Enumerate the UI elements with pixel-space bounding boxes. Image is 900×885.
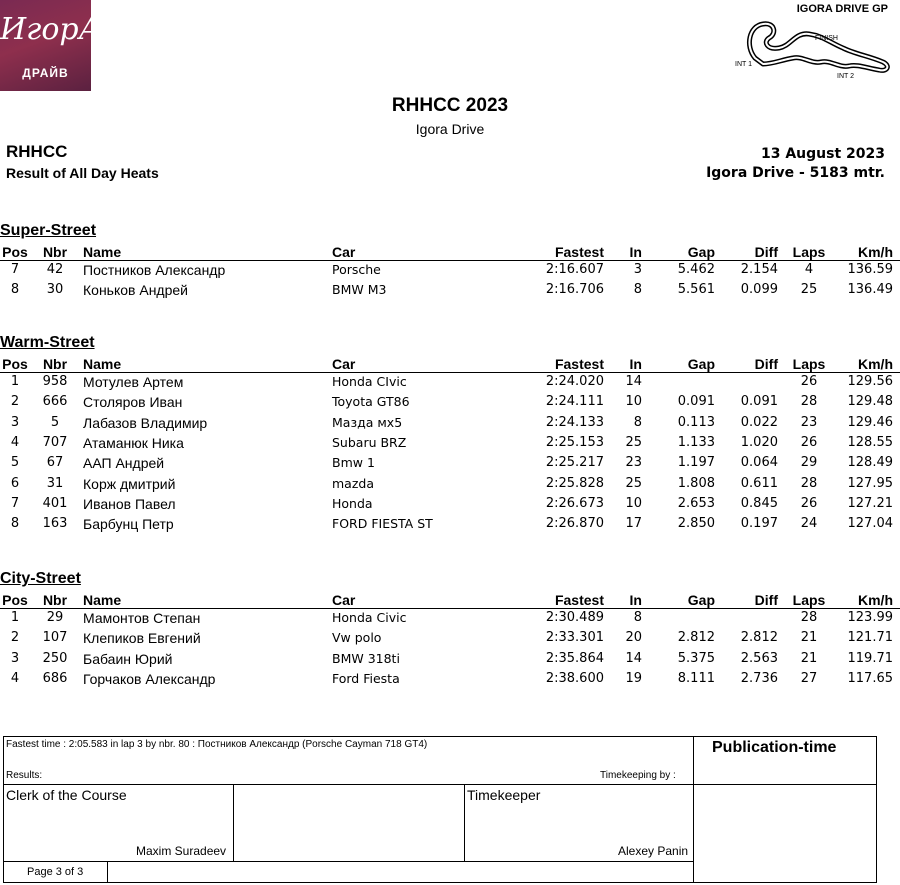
cell-laps: 28 [800, 394, 818, 410]
column-header-pos: Pos [2, 244, 28, 260]
column-header-nbr: Nbr [42, 356, 68, 372]
publication-time-label: Publication-time [712, 739, 837, 756]
table-header [0, 244, 900, 261]
column-header-pos: Pos [2, 356, 28, 372]
cell-pos: 6 [10, 475, 20, 491]
cell-name: ААП Андрей [83, 455, 165, 472]
footer-bottom-line [3, 882, 877, 883]
cell-nbr: 666 [42, 394, 68, 410]
cell-kmh: 129.48 [847, 394, 893, 410]
event-date: 13 August 2023 [760, 146, 885, 162]
cell-gap: 0.091 [677, 394, 715, 410]
event-name: RHHCC [6, 142, 68, 161]
cell-in: 14 [625, 374, 642, 389]
footer-divider-2 [464, 784, 465, 861]
cell-pos: 2 [10, 630, 20, 646]
table-row [0, 435, 900, 455]
cell-gap: 1.808 [677, 475, 715, 491]
cell-car: Honda Civic [332, 610, 407, 625]
cell-laps: 26 [800, 495, 818, 511]
table-row [0, 610, 900, 630]
cell-name: Постников Александр [83, 262, 226, 278]
cell-kmh: 119.71 [847, 650, 893, 666]
cell-fastest: 2:16.607 [545, 262, 604, 277]
cell-nbr: 42 [46, 262, 64, 277]
cell-in: 20 [625, 630, 642, 646]
cell-name: Лабазов Владимир [83, 414, 208, 431]
track-map-icon [733, 18, 893, 80]
table-row [0, 476, 900, 496]
cell-gap: 1.197 [677, 455, 715, 471]
column-header-in: In [629, 356, 642, 372]
cell-diff: 1.020 [740, 434, 778, 450]
cell-pos: 7 [10, 262, 20, 277]
cell-fastest: 2:38.600 [545, 670, 604, 686]
page-subtitle: Igora Drive [415, 121, 485, 137]
cell-nbr: 30 [46, 282, 64, 298]
cell-pos: 4 [10, 670, 20, 686]
cell-in: 19 [625, 670, 642, 686]
cell-kmh: 129.46 [847, 414, 893, 430]
column-header-fastest: Fastest [554, 592, 604, 608]
cell-nbr: 250 [42, 650, 68, 666]
cell-laps: 27 [800, 670, 818, 686]
cell-pos: 7 [10, 495, 20, 511]
table-row [0, 496, 900, 516]
cell-laps: 4 [804, 262, 814, 277]
cell-laps: 24 [800, 516, 818, 532]
table-header [0, 592, 900, 609]
cell-fastest: 2:26.870 [545, 516, 604, 532]
clerk-name: Maxim Suradeev [136, 844, 227, 858]
cell-car: Ford Fiesta [332, 670, 400, 686]
cell-car: BMW M3 [332, 282, 387, 298]
column-header-nbr: Nbr [42, 244, 68, 260]
cell-nbr: 107 [42, 630, 68, 646]
cell-pos: 2 [10, 394, 20, 410]
cell-in: 25 [625, 434, 642, 450]
cell-car: Мазда мх5 [332, 414, 403, 430]
cell-name: Коньков Андрей [83, 282, 188, 299]
venue-info: Igora Drive - 5183 mtr. [706, 165, 885, 181]
cell-kmh: 129.56 [847, 374, 893, 389]
column-header-diff: Diff [754, 592, 778, 608]
column-header-kmh: Km/h [858, 356, 893, 372]
cell-pos: 3 [10, 414, 20, 430]
cell-car: Porsche [332, 262, 381, 277]
column-header-in: In [629, 592, 642, 608]
track-label-finish: FINISH [815, 35, 838, 42]
cell-car: Toyota GT86 [332, 394, 410, 410]
track-label-int2: INT 2 [837, 73, 854, 80]
cell-kmh: 136.59 [847, 262, 893, 277]
cell-diff: 0.022 [740, 414, 778, 430]
cell-pos: 3 [10, 650, 20, 666]
column-header-gap: Gap [687, 244, 715, 260]
cell-in: 23 [625, 455, 642, 471]
column-header-car: Car [332, 592, 356, 608]
cell-fastest: 2:30.489 [545, 610, 604, 625]
cell-gap: 1.133 [677, 434, 715, 450]
cell-kmh: 127.95 [847, 475, 893, 491]
cell-in: 17 [625, 516, 642, 532]
timekeeper-name: Alexey Panin [618, 844, 689, 858]
cell-gap: 8.111 [677, 670, 715, 686]
cell-nbr: 31 [46, 475, 64, 491]
cell-pos: 1 [10, 610, 20, 625]
cell-name: Атаманюк Ника [83, 434, 184, 451]
cell-nbr: 958 [42, 374, 68, 389]
cell-name: Мамонтов Степан [83, 610, 201, 626]
cell-pos: 8 [10, 282, 20, 298]
cell-kmh: 128.49 [847, 455, 893, 471]
cell-kmh: 123.99 [847, 610, 893, 625]
track-title: IGORA DRIVE GP [796, 3, 888, 15]
table-row [0, 374, 900, 394]
cell-fastest: 2:25.217 [545, 455, 604, 471]
cell-fastest: 2:33.301 [545, 630, 604, 646]
cell-fastest: 2:26.673 [545, 495, 604, 511]
footer-right-line [876, 736, 877, 883]
cell-kmh: 136.49 [847, 282, 893, 298]
column-header-pos: Pos [2, 592, 28, 608]
table-row [0, 415, 900, 435]
column-header-laps: Laps [792, 244, 826, 260]
cell-diff: 0.091 [740, 394, 778, 410]
cell-fastest: 2:35.864 [545, 650, 604, 666]
cell-gap: 0.113 [677, 414, 715, 430]
cell-in: 25 [625, 475, 642, 491]
cell-nbr: 29 [46, 610, 64, 625]
cell-laps: 26 [800, 374, 818, 389]
cell-pos: 1 [10, 374, 20, 389]
timekeeping-label: Timekeeping by : [600, 770, 676, 781]
cell-car: Vw polo [332, 630, 382, 646]
cell-laps: 28 [800, 475, 818, 491]
page-title: RHHCC 2023 [391, 95, 509, 116]
section-title: City-Street [0, 570, 81, 587]
column-header-kmh: Km/h [858, 244, 893, 260]
column-header-laps: Laps [792, 356, 826, 372]
cell-diff: 2.563 [740, 650, 778, 666]
column-header-gap: Gap [687, 356, 715, 372]
cell-kmh: 121.71 [847, 630, 893, 646]
column-header-fastest: Fastest [554, 356, 604, 372]
cell-car: FORD FIESTA ST [332, 516, 433, 532]
cell-car: BMW 318ti [332, 650, 400, 666]
results-label: Results: [6, 770, 43, 781]
cell-laps: 21 [800, 650, 818, 666]
column-header-diff: Diff [754, 244, 778, 260]
column-header-car: Car [332, 356, 356, 372]
cell-diff: 2.154 [740, 262, 778, 277]
cell-kmh: 128.55 [847, 434, 893, 450]
cell-nbr: 707 [42, 434, 68, 450]
column-header-fastest: Fastest [554, 244, 604, 260]
cell-nbr: 163 [42, 516, 68, 532]
cell-fastest: 2:24.133 [545, 414, 604, 430]
table-row [0, 282, 900, 302]
cell-fastest: 2:25.828 [545, 475, 604, 491]
column-header-name: Name [83, 244, 122, 260]
column-header-name: Name [83, 592, 122, 608]
cell-nbr: 401 [42, 495, 68, 511]
table-row [0, 455, 900, 475]
cell-name: Горчаков Александр [83, 670, 216, 687]
cell-laps: 23 [800, 414, 818, 430]
cell-name: Мотулев Артем [83, 374, 184, 390]
cell-pos: 5 [10, 455, 20, 471]
fastest-time-note: Fastest time : 2:05.583 in lap 3 by nbr. 80 : Постников Александр (Porsche Cayman 718 GT4) [6, 739, 428, 750]
cell-in: 8 [633, 414, 642, 430]
cell-car: Subaru BRZ [332, 434, 407, 450]
table-row [0, 651, 900, 671]
footer-divider-1 [233, 784, 234, 861]
cell-kmh: 127.04 [847, 516, 893, 532]
column-header-name: Name [83, 356, 122, 372]
column-header-gap: Gap [687, 592, 715, 608]
cell-pos: 8 [10, 516, 20, 532]
cell-laps: 28 [800, 610, 818, 625]
section-title: Super-Street [0, 222, 97, 239]
cell-car: mazda [332, 475, 374, 491]
cell-fastest: 2:24.111 [545, 394, 604, 410]
cell-fastest: 2:24.020 [545, 374, 604, 389]
footer-page-divider [107, 861, 108, 883]
cell-laps: 25 [800, 282, 818, 298]
section-title: Warm-Street [0, 334, 95, 351]
cell-gap: 2.812 [677, 630, 715, 646]
column-header-in: In [629, 244, 642, 260]
clerk-label: Clerk of the Course [6, 787, 127, 803]
column-header-diff: Diff [754, 356, 778, 372]
track-label-int1: INT 1 [735, 61, 752, 68]
column-header-nbr: Nbr [42, 592, 68, 608]
cell-laps: 29 [800, 455, 818, 471]
cell-in: 3 [633, 262, 642, 277]
table-row [0, 516, 900, 536]
cell-diff: 2.812 [740, 630, 778, 646]
cell-in: 10 [625, 394, 642, 410]
cell-in: 8 [633, 610, 642, 625]
footer-signature-top-line [3, 784, 877, 785]
cell-laps: 21 [800, 630, 818, 646]
column-header-car: Car [332, 244, 356, 260]
footer-top-line [3, 736, 877, 737]
column-header-kmh: Km/h [858, 592, 893, 608]
footer-panel [3, 736, 877, 883]
cell-name: Барбунц Петр [83, 516, 174, 533]
cell-fastest: 2:16.706 [545, 282, 604, 298]
cell-car: Honda CIvic [332, 374, 407, 389]
cell-gap: 5.462 [677, 262, 715, 277]
cell-nbr: 686 [42, 670, 68, 686]
table-row [0, 671, 900, 691]
cell-diff: 0.064 [740, 455, 778, 471]
cell-gap: 2.653 [677, 495, 715, 511]
cell-nbr: 67 [46, 455, 64, 471]
table-header [0, 356, 900, 373]
cell-nbr: 5 [50, 414, 60, 430]
cell-kmh: 117.65 [847, 670, 893, 686]
cell-diff: 0.099 [740, 282, 778, 298]
cell-diff: 2.736 [740, 670, 778, 686]
cell-in: 8 [633, 282, 642, 298]
page-number: Page 3 of 3 [27, 866, 84, 878]
table-row [0, 630, 900, 650]
cell-in: 14 [625, 650, 642, 666]
table-row [0, 262, 900, 282]
cell-car: Bmw 1 [332, 455, 375, 471]
cell-fastest: 2:25.153 [545, 434, 604, 450]
timekeeper-label: Timekeeper [467, 787, 541, 803]
igora-drive-logo [0, 0, 102, 91]
cell-laps: 26 [800, 434, 818, 450]
cell-pos: 4 [10, 434, 20, 450]
cell-diff: 0.845 [740, 495, 778, 511]
cell-diff: 0.197 [740, 516, 778, 532]
cell-diff: 0.611 [740, 475, 778, 491]
cell-name: Иванов Павел [83, 495, 176, 512]
cell-name: Корж дмитрий [83, 475, 176, 492]
table-row [0, 394, 900, 414]
column-header-laps: Laps [792, 592, 826, 608]
result-label: Result of All Day Heats [6, 165, 159, 181]
cell-car: Honda [332, 495, 373, 511]
cell-gap: 5.375 [677, 650, 715, 666]
logo-script-text: ИгорА [0, 12, 102, 47]
cell-gap: 5.561 [677, 282, 715, 298]
cell-name: Столяров Иван [83, 394, 183, 411]
logo-word: ДРАЙВ [22, 66, 69, 80]
cell-in: 10 [625, 495, 642, 511]
cell-name: Клепиков Евгений [83, 630, 201, 647]
cell-gap: 2.850 [677, 516, 715, 532]
cell-name: Бабаин Юрий [83, 650, 173, 667]
cell-kmh: 127.21 [847, 495, 893, 511]
